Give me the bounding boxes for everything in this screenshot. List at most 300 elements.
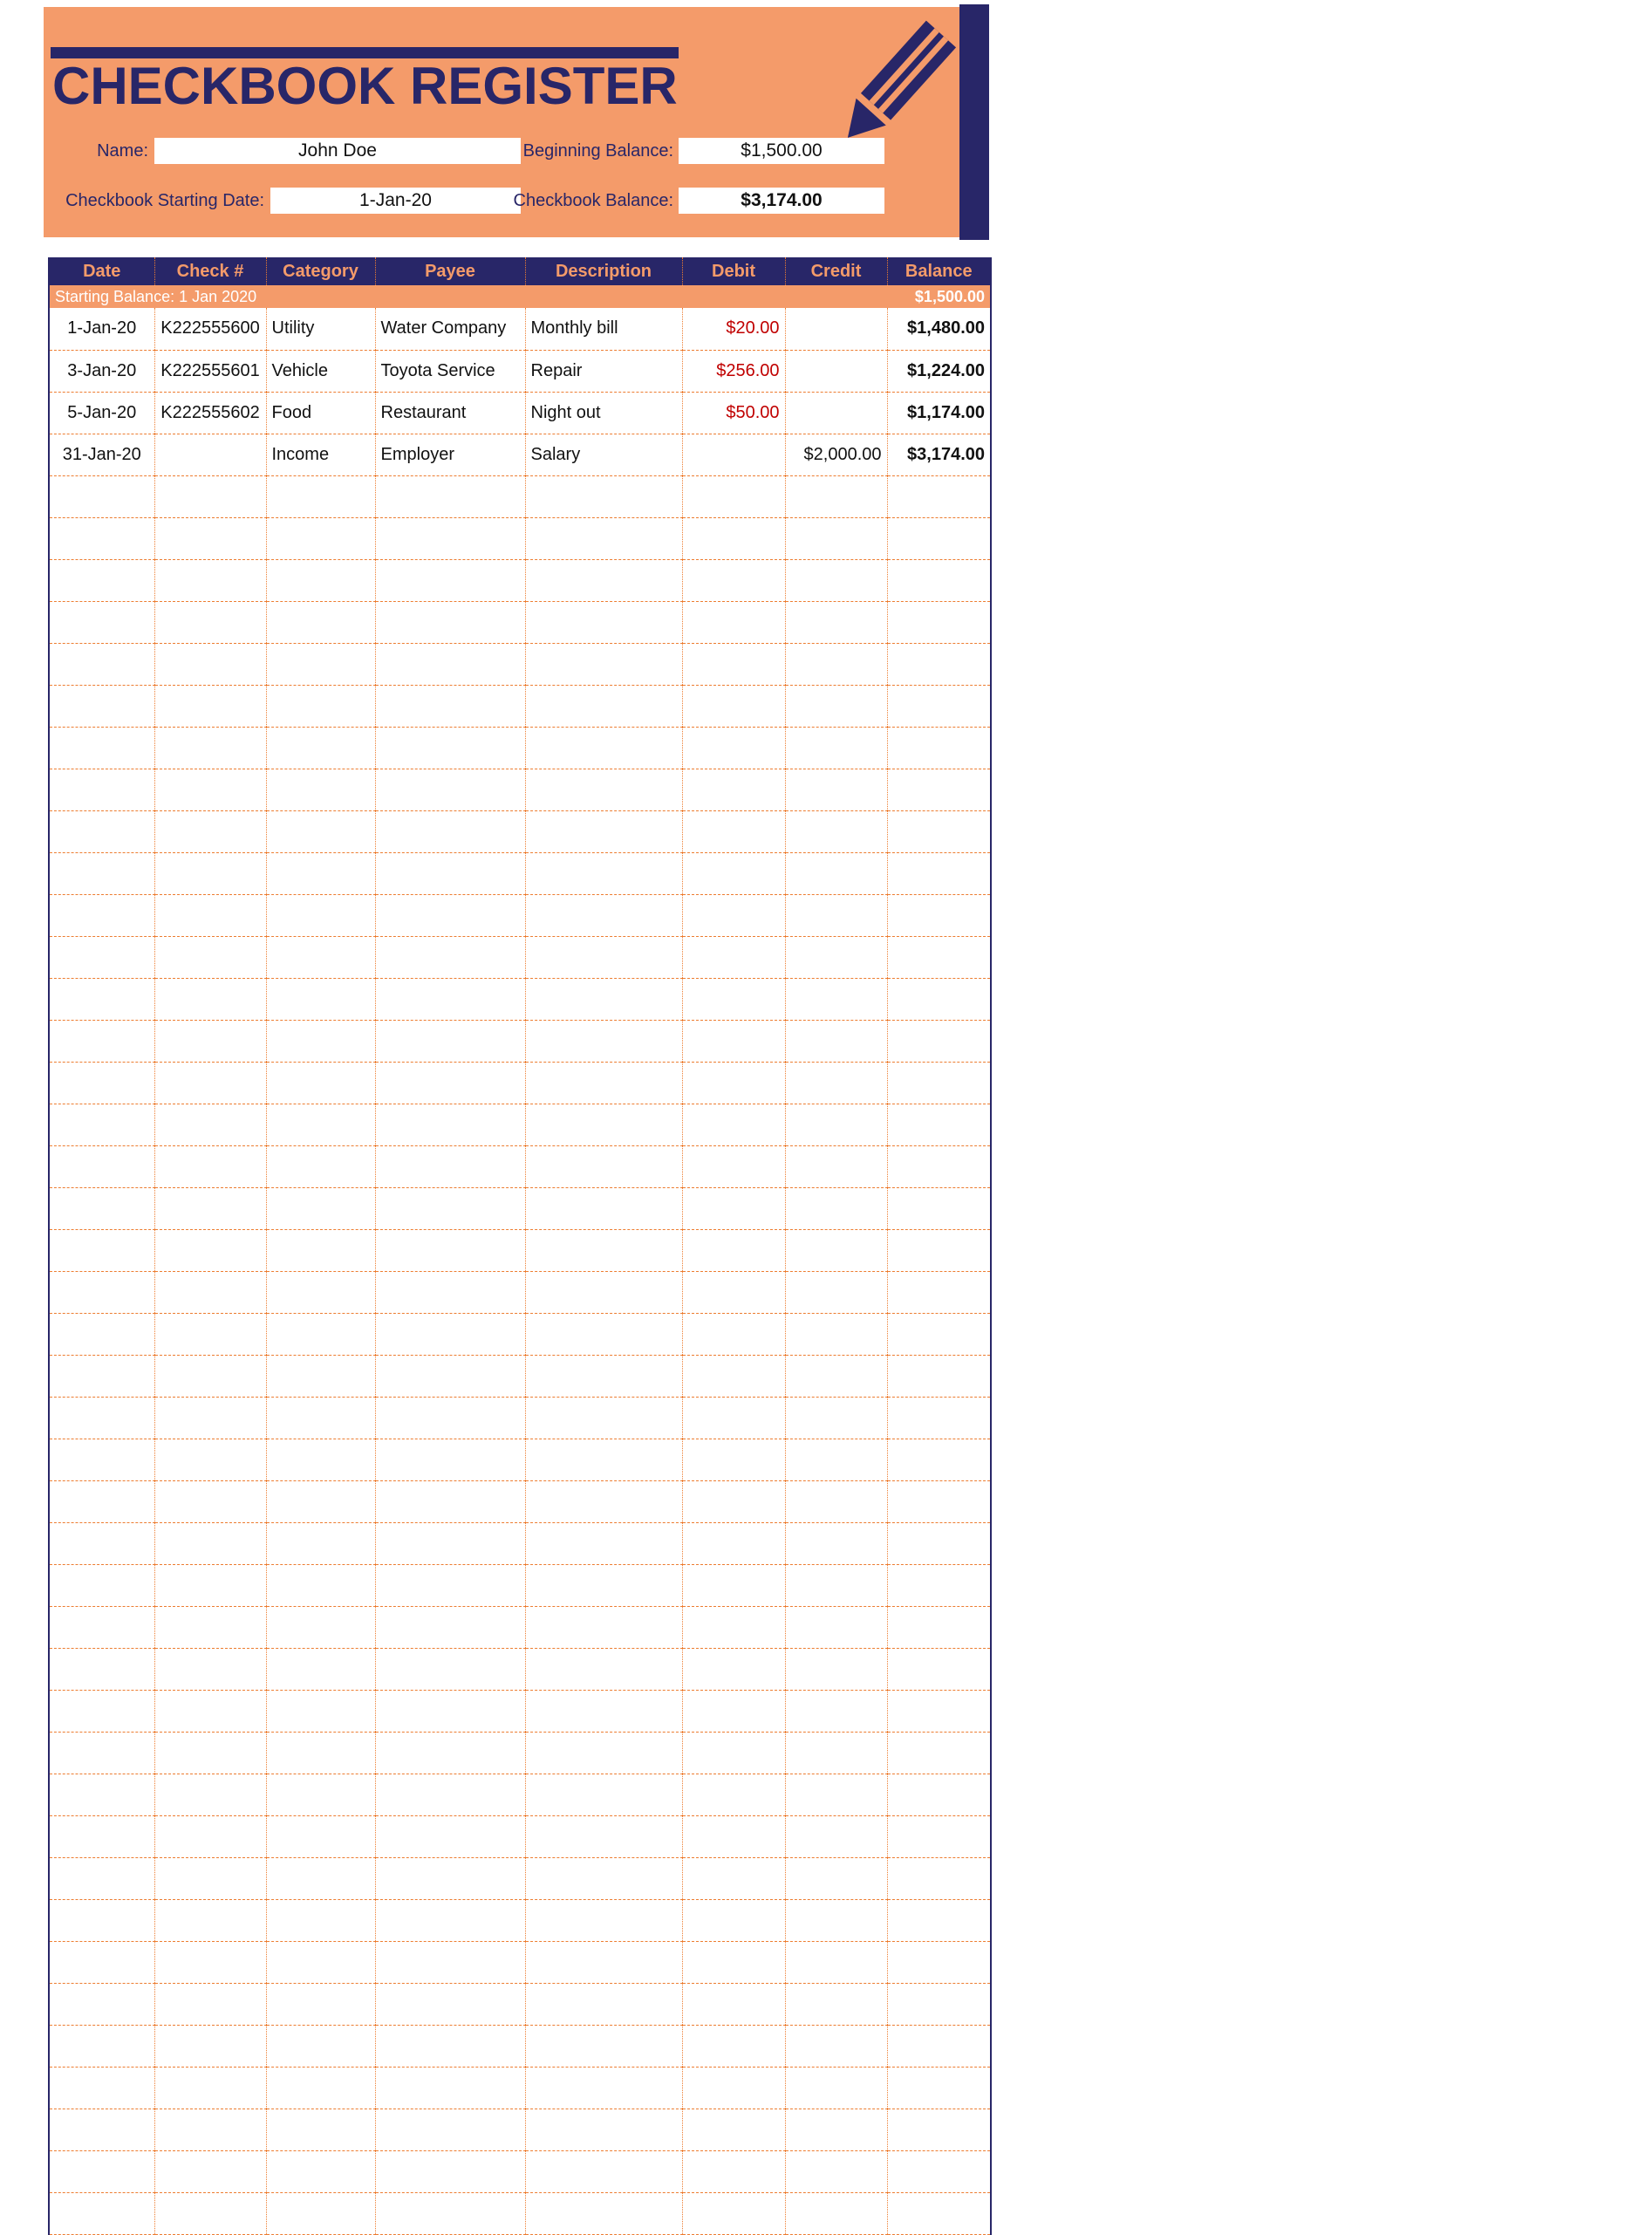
- cell-credit[interactable]: [785, 2025, 887, 2067]
- cell-credit[interactable]: [785, 308, 887, 350]
- cell-credit[interactable]: [785, 1229, 887, 1271]
- cell-debit[interactable]: $50.00: [682, 392, 785, 434]
- cell-debit[interactable]: [682, 517, 785, 559]
- cell-check[interactable]: [154, 1857, 266, 1899]
- cell-payee[interactable]: [375, 1606, 525, 1648]
- cell-check[interactable]: K222555600: [154, 308, 266, 350]
- cell-payee[interactable]: [375, 1899, 525, 1941]
- cell-date[interactable]: [50, 1187, 154, 1229]
- cell-debit[interactable]: [682, 1732, 785, 1774]
- cell-check[interactable]: [154, 1983, 266, 2025]
- cell-balance[interactable]: [887, 601, 990, 643]
- cell-description[interactable]: [525, 727, 682, 769]
- cell-credit[interactable]: [785, 727, 887, 769]
- cell-payee[interactable]: [375, 1397, 525, 1439]
- cell-date[interactable]: [50, 769, 154, 810]
- cell-balance[interactable]: [887, 1020, 990, 1062]
- cell-date[interactable]: [50, 1941, 154, 1983]
- cell-description[interactable]: Salary: [525, 434, 682, 475]
- cell-payee[interactable]: [375, 1522, 525, 1564]
- cell-date[interactable]: [50, 685, 154, 727]
- cell-payee[interactable]: [375, 978, 525, 1020]
- cell-check[interactable]: [154, 2109, 266, 2150]
- cell-check[interactable]: [154, 685, 266, 727]
- cell-description[interactable]: [525, 1313, 682, 1355]
- cell-check[interactable]: [154, 643, 266, 685]
- cell-category[interactable]: [266, 1774, 375, 1815]
- cell-description[interactable]: [525, 2150, 682, 2192]
- cell-payee[interactable]: [375, 2150, 525, 2192]
- cell-payee[interactable]: [375, 727, 525, 769]
- cell-description[interactable]: [525, 1774, 682, 1815]
- cell-category[interactable]: [266, 2150, 375, 2192]
- cell-payee[interactable]: [375, 517, 525, 559]
- cell-description[interactable]: [525, 1606, 682, 1648]
- cell-date[interactable]: [50, 936, 154, 978]
- cell-balance[interactable]: [887, 1606, 990, 1648]
- cell-description[interactable]: [525, 1020, 682, 1062]
- cell-date[interactable]: [50, 2192, 154, 2234]
- cell-balance[interactable]: [887, 1857, 990, 1899]
- cell-debit[interactable]: [682, 1480, 785, 1522]
- cell-balance[interactable]: [887, 517, 990, 559]
- cell-description[interactable]: [525, 559, 682, 601]
- cell-date[interactable]: [50, 1271, 154, 1313]
- cell-balance[interactable]: [887, 1564, 990, 1606]
- cell-credit[interactable]: $2,000.00: [785, 434, 887, 475]
- cell-description[interactable]: [525, 2067, 682, 2109]
- cell-debit[interactable]: [682, 894, 785, 936]
- cell-credit[interactable]: [785, 559, 887, 601]
- cell-balance[interactable]: $1,174.00: [887, 392, 990, 434]
- cell-category[interactable]: Utility: [266, 308, 375, 350]
- cell-payee[interactable]: [375, 643, 525, 685]
- cell-category[interactable]: [266, 475, 375, 517]
- cell-date[interactable]: [50, 1062, 154, 1104]
- cell-description[interactable]: [525, 601, 682, 643]
- cell-check[interactable]: [154, 559, 266, 601]
- cell-payee[interactable]: [375, 936, 525, 978]
- cell-debit[interactable]: [682, 1187, 785, 1229]
- cell-description[interactable]: Repair: [525, 350, 682, 392]
- cell-check[interactable]: [154, 2192, 266, 2234]
- cell-debit[interactable]: [682, 685, 785, 727]
- cell-description[interactable]: Night out: [525, 392, 682, 434]
- cell-debit[interactable]: [682, 1104, 785, 1145]
- cell-category[interactable]: [266, 601, 375, 643]
- cell-category[interactable]: [266, 1564, 375, 1606]
- cell-balance[interactable]: [887, 1229, 990, 1271]
- cell-balance[interactable]: [887, 2192, 990, 2234]
- cell-balance[interactable]: [887, 1397, 990, 1439]
- cell-date[interactable]: [50, 1313, 154, 1355]
- cell-category[interactable]: [266, 769, 375, 810]
- cell-description[interactable]: [525, 1480, 682, 1522]
- cell-debit[interactable]: [682, 2025, 785, 2067]
- cell-category[interactable]: [266, 1187, 375, 1229]
- cell-description[interactable]: [525, 2025, 682, 2067]
- cell-payee[interactable]: [375, 1313, 525, 1355]
- cell-category[interactable]: [266, 810, 375, 852]
- cell-category[interactable]: Vehicle: [266, 350, 375, 392]
- cell-category[interactable]: [266, 1480, 375, 1522]
- cell-payee[interactable]: [375, 1774, 525, 1815]
- cell-date[interactable]: [50, 643, 154, 685]
- cell-check[interactable]: [154, 1522, 266, 1564]
- cell-date[interactable]: [50, 1355, 154, 1397]
- cell-balance[interactable]: [887, 1439, 990, 1480]
- cell-check[interactable]: [154, 894, 266, 936]
- cell-balance[interactable]: $1,480.00: [887, 308, 990, 350]
- cell-check[interactable]: [154, 1020, 266, 1062]
- cell-description[interactable]: Monthly bill: [525, 308, 682, 350]
- cell-category[interactable]: [266, 1983, 375, 2025]
- cell-category[interactable]: [266, 1229, 375, 1271]
- cell-balance[interactable]: [887, 894, 990, 936]
- cell-credit[interactable]: [785, 936, 887, 978]
- cell-balance[interactable]: [887, 769, 990, 810]
- cell-credit[interactable]: [785, 2192, 887, 2234]
- cell-description[interactable]: [525, 1857, 682, 1899]
- cell-category[interactable]: [266, 1271, 375, 1313]
- cell-category[interactable]: [266, 643, 375, 685]
- cell-payee[interactable]: Restaurant: [375, 392, 525, 434]
- cell-credit[interactable]: [785, 685, 887, 727]
- cell-description[interactable]: [525, 643, 682, 685]
- cell-description[interactable]: [525, 685, 682, 727]
- cell-check[interactable]: [154, 1062, 266, 1104]
- cell-credit[interactable]: [785, 894, 887, 936]
- cell-credit[interactable]: [785, 1271, 887, 1313]
- cell-check[interactable]: [154, 727, 266, 769]
- cell-balance[interactable]: [887, 1522, 990, 1564]
- cell-debit[interactable]: [682, 2150, 785, 2192]
- cell-check[interactable]: [154, 936, 266, 978]
- cell-check[interactable]: K222555601: [154, 350, 266, 392]
- cell-category[interactable]: [266, 2192, 375, 2234]
- cell-check[interactable]: [154, 1145, 266, 1187]
- cell-debit[interactable]: [682, 559, 785, 601]
- cell-date[interactable]: 1-Jan-20: [50, 308, 154, 350]
- cell-payee[interactable]: [375, 1690, 525, 1732]
- cell-category[interactable]: Income: [266, 434, 375, 475]
- cell-balance[interactable]: [887, 2025, 990, 2067]
- cell-debit[interactable]: [682, 1439, 785, 1480]
- cell-check[interactable]: [154, 1690, 266, 1732]
- cell-payee[interactable]: [375, 852, 525, 894]
- cell-description[interactable]: [525, 1690, 682, 1732]
- cell-payee[interactable]: [375, 2192, 525, 2234]
- cell-date[interactable]: [50, 1229, 154, 1271]
- cell-balance[interactable]: [887, 1355, 990, 1397]
- cell-balance[interactable]: $3,174.00: [887, 434, 990, 475]
- cell-payee[interactable]: [375, 1480, 525, 1522]
- cell-payee[interactable]: Employer: [375, 434, 525, 475]
- cell-balance[interactable]: [887, 2150, 990, 2192]
- cell-category[interactable]: [266, 978, 375, 1020]
- cell-check[interactable]: [154, 601, 266, 643]
- cell-description[interactable]: [525, 2192, 682, 2234]
- cell-balance[interactable]: [887, 1271, 990, 1313]
- cell-check[interactable]: [154, 1941, 266, 1983]
- cell-payee[interactable]: [375, 1104, 525, 1145]
- cell-date[interactable]: [50, 1899, 154, 1941]
- cell-payee[interactable]: [375, 1857, 525, 1899]
- cell-credit[interactable]: [785, 1313, 887, 1355]
- cell-payee[interactable]: [375, 601, 525, 643]
- cell-credit[interactable]: [785, 1857, 887, 1899]
- cell-date[interactable]: [50, 1020, 154, 1062]
- cell-debit[interactable]: [682, 1815, 785, 1857]
- cell-description[interactable]: [525, 1355, 682, 1397]
- cell-debit[interactable]: $20.00: [682, 308, 785, 350]
- cell-credit[interactable]: [785, 1983, 887, 2025]
- cell-credit[interactable]: [785, 769, 887, 810]
- cell-check[interactable]: [154, 2150, 266, 2192]
- cell-category[interactable]: [266, 2067, 375, 2109]
- cell-debit[interactable]: [682, 2192, 785, 2234]
- cell-credit[interactable]: [785, 852, 887, 894]
- cell-date[interactable]: [50, 978, 154, 1020]
- cell-debit[interactable]: [682, 1397, 785, 1439]
- cell-payee[interactable]: [375, 1187, 525, 1229]
- cell-debit[interactable]: [682, 810, 785, 852]
- cell-payee[interactable]: [375, 1355, 525, 1397]
- cell-balance[interactable]: [887, 685, 990, 727]
- cell-description[interactable]: [525, 1815, 682, 1857]
- cell-check[interactable]: [154, 1480, 266, 1522]
- cell-category[interactable]: [266, 1313, 375, 1355]
- cell-description[interactable]: [525, 2109, 682, 2150]
- cell-credit[interactable]: [785, 1439, 887, 1480]
- cell-balance[interactable]: [887, 559, 990, 601]
- cell-debit[interactable]: [682, 2067, 785, 2109]
- cell-description[interactable]: [525, 1271, 682, 1313]
- cell-debit[interactable]: [682, 1313, 785, 1355]
- cell-balance[interactable]: [887, 1648, 990, 1690]
- cell-description[interactable]: [525, 810, 682, 852]
- cell-balance[interactable]: [887, 475, 990, 517]
- cell-payee[interactable]: [375, 475, 525, 517]
- cell-debit[interactable]: [682, 601, 785, 643]
- cell-date[interactable]: [50, 894, 154, 936]
- cell-credit[interactable]: [785, 1774, 887, 1815]
- cell-category[interactable]: [266, 1020, 375, 1062]
- cell-description[interactable]: [525, 1648, 682, 1690]
- cell-category[interactable]: [266, 1145, 375, 1187]
- cell-date[interactable]: [50, 1522, 154, 1564]
- cell-date[interactable]: [50, 2150, 154, 2192]
- cell-debit[interactable]: [682, 1857, 785, 1899]
- cell-check[interactable]: [154, 1271, 266, 1313]
- cell-debit[interactable]: [682, 2109, 785, 2150]
- cell-balance[interactable]: [887, 2109, 990, 2150]
- cell-date[interactable]: [50, 1397, 154, 1439]
- cell-category[interactable]: [266, 1690, 375, 1732]
- cell-date[interactable]: 31-Jan-20: [50, 434, 154, 475]
- cell-check[interactable]: [154, 434, 266, 475]
- cell-check[interactable]: [154, 1104, 266, 1145]
- cell-credit[interactable]: [785, 1104, 887, 1145]
- cell-description[interactable]: [525, 1187, 682, 1229]
- cell-credit[interactable]: [785, 1564, 887, 1606]
- cell-category[interactable]: [266, 1522, 375, 1564]
- cell-balance[interactable]: [887, 1313, 990, 1355]
- cell-check[interactable]: [154, 517, 266, 559]
- cell-credit[interactable]: [785, 1187, 887, 1229]
- cell-credit[interactable]: [785, 978, 887, 1020]
- cell-category[interactable]: [266, 685, 375, 727]
- cell-date[interactable]: [50, 1564, 154, 1606]
- cell-category[interactable]: [266, 936, 375, 978]
- cell-date[interactable]: [50, 1480, 154, 1522]
- cell-date[interactable]: [50, 517, 154, 559]
- cell-category[interactable]: [266, 1355, 375, 1397]
- cell-check[interactable]: [154, 1815, 266, 1857]
- cell-balance[interactable]: [887, 978, 990, 1020]
- cell-credit[interactable]: [785, 1020, 887, 1062]
- cell-debit[interactable]: [682, 1062, 785, 1104]
- cell-check[interactable]: [154, 475, 266, 517]
- cell-debit[interactable]: [682, 434, 785, 475]
- cell-balance[interactable]: [887, 1690, 990, 1732]
- cell-check[interactable]: [154, 1187, 266, 1229]
- cell-debit[interactable]: [682, 727, 785, 769]
- cell-payee[interactable]: [375, 1229, 525, 1271]
- cell-debit[interactable]: [682, 475, 785, 517]
- cell-description[interactable]: [525, 475, 682, 517]
- cell-description[interactable]: [525, 1732, 682, 1774]
- cell-balance[interactable]: [887, 1187, 990, 1229]
- cell-payee[interactable]: [375, 1732, 525, 1774]
- cell-category[interactable]: [266, 852, 375, 894]
- cell-debit[interactable]: [682, 1355, 785, 1397]
- cell-date[interactable]: [50, 1606, 154, 1648]
- cell-date[interactable]: [50, 810, 154, 852]
- cell-credit[interactable]: [785, 1062, 887, 1104]
- cell-credit[interactable]: [785, 1690, 887, 1732]
- cell-credit[interactable]: [785, 1732, 887, 1774]
- cell-debit[interactable]: [682, 1606, 785, 1648]
- cell-balance[interactable]: [887, 1145, 990, 1187]
- cell-date[interactable]: [50, 1815, 154, 1857]
- cell-date[interactable]: [50, 2025, 154, 2067]
- cell-description[interactable]: [525, 1941, 682, 1983]
- cell-debit[interactable]: [682, 852, 785, 894]
- cell-debit[interactable]: [682, 1648, 785, 1690]
- cell-check[interactable]: [154, 1732, 266, 1774]
- cell-description[interactable]: [525, 894, 682, 936]
- cell-check[interactable]: [154, 978, 266, 1020]
- cell-balance[interactable]: [887, 1062, 990, 1104]
- cell-description[interactable]: [525, 769, 682, 810]
- cell-credit[interactable]: [785, 475, 887, 517]
- cell-debit[interactable]: [682, 1271, 785, 1313]
- cell-debit[interactable]: [682, 643, 785, 685]
- cell-debit[interactable]: [682, 1899, 785, 1941]
- cell-balance[interactable]: [887, 1732, 990, 1774]
- cell-balance[interactable]: [887, 2067, 990, 2109]
- cell-category[interactable]: [266, 1104, 375, 1145]
- cell-payee[interactable]: Toyota Service: [375, 350, 525, 392]
- cell-description[interactable]: [525, 517, 682, 559]
- cell-credit[interactable]: [785, 1145, 887, 1187]
- cell-date[interactable]: [50, 2067, 154, 2109]
- cell-balance[interactable]: [887, 1104, 990, 1145]
- cell-debit[interactable]: [682, 936, 785, 978]
- cell-credit[interactable]: [785, 1397, 887, 1439]
- cell-credit[interactable]: [785, 1815, 887, 1857]
- cell-payee[interactable]: [375, 1983, 525, 2025]
- cell-credit[interactable]: [785, 350, 887, 392]
- cell-category[interactable]: [266, 2025, 375, 2067]
- cell-balance[interactable]: [887, 1815, 990, 1857]
- cell-description[interactable]: [525, 1983, 682, 2025]
- cell-description[interactable]: [525, 852, 682, 894]
- beginning-balance-input[interactable]: $1,500.00: [679, 138, 884, 164]
- cell-payee[interactable]: [375, 559, 525, 601]
- cell-date[interactable]: [50, 1983, 154, 2025]
- cell-credit[interactable]: [785, 392, 887, 434]
- cell-payee[interactable]: Water Company: [375, 308, 525, 350]
- cell-credit[interactable]: [785, 2150, 887, 2192]
- cell-credit[interactable]: [785, 1648, 887, 1690]
- cell-payee[interactable]: [375, 2109, 525, 2150]
- cell-credit[interactable]: [785, 810, 887, 852]
- cell-credit[interactable]: [785, 1522, 887, 1564]
- cell-category[interactable]: [266, 894, 375, 936]
- cell-check[interactable]: [154, 852, 266, 894]
- cell-date[interactable]: [50, 852, 154, 894]
- cell-credit[interactable]: [785, 1941, 887, 1983]
- cell-payee[interactable]: [375, 1941, 525, 1983]
- cell-credit[interactable]: [785, 1480, 887, 1522]
- cell-date[interactable]: [50, 1648, 154, 1690]
- cell-category[interactable]: [266, 1606, 375, 1648]
- cell-payee[interactable]: [375, 685, 525, 727]
- cell-date[interactable]: [50, 727, 154, 769]
- cell-balance[interactable]: [887, 936, 990, 978]
- cell-date[interactable]: [50, 2109, 154, 2150]
- cell-date[interactable]: [50, 559, 154, 601]
- cell-payee[interactable]: [375, 810, 525, 852]
- cell-category[interactable]: [266, 1439, 375, 1480]
- cell-credit[interactable]: [785, 2067, 887, 2109]
- cell-check[interactable]: [154, 1606, 266, 1648]
- cell-balance[interactable]: $1,224.00: [887, 350, 990, 392]
- cell-debit[interactable]: [682, 1564, 785, 1606]
- cell-description[interactable]: [525, 1062, 682, 1104]
- cell-date[interactable]: [50, 1774, 154, 1815]
- cell-debit[interactable]: [682, 978, 785, 1020]
- cell-check[interactable]: [154, 810, 266, 852]
- cell-category[interactable]: [266, 1857, 375, 1899]
- name-input[interactable]: John Doe: [154, 138, 521, 164]
- cell-debit[interactable]: [682, 769, 785, 810]
- cell-category[interactable]: [266, 2109, 375, 2150]
- cell-check[interactable]: [154, 1564, 266, 1606]
- cell-check[interactable]: [154, 1439, 266, 1480]
- cell-category[interactable]: [266, 1648, 375, 1690]
- cell-payee[interactable]: [375, 1564, 525, 1606]
- cell-payee[interactable]: [375, 1020, 525, 1062]
- cell-balance[interactable]: [887, 727, 990, 769]
- cell-balance[interactable]: [887, 1899, 990, 1941]
- cell-category[interactable]: [266, 1899, 375, 1941]
- cell-debit[interactable]: [682, 1690, 785, 1732]
- cell-description[interactable]: [525, 1229, 682, 1271]
- cell-payee[interactable]: [375, 769, 525, 810]
